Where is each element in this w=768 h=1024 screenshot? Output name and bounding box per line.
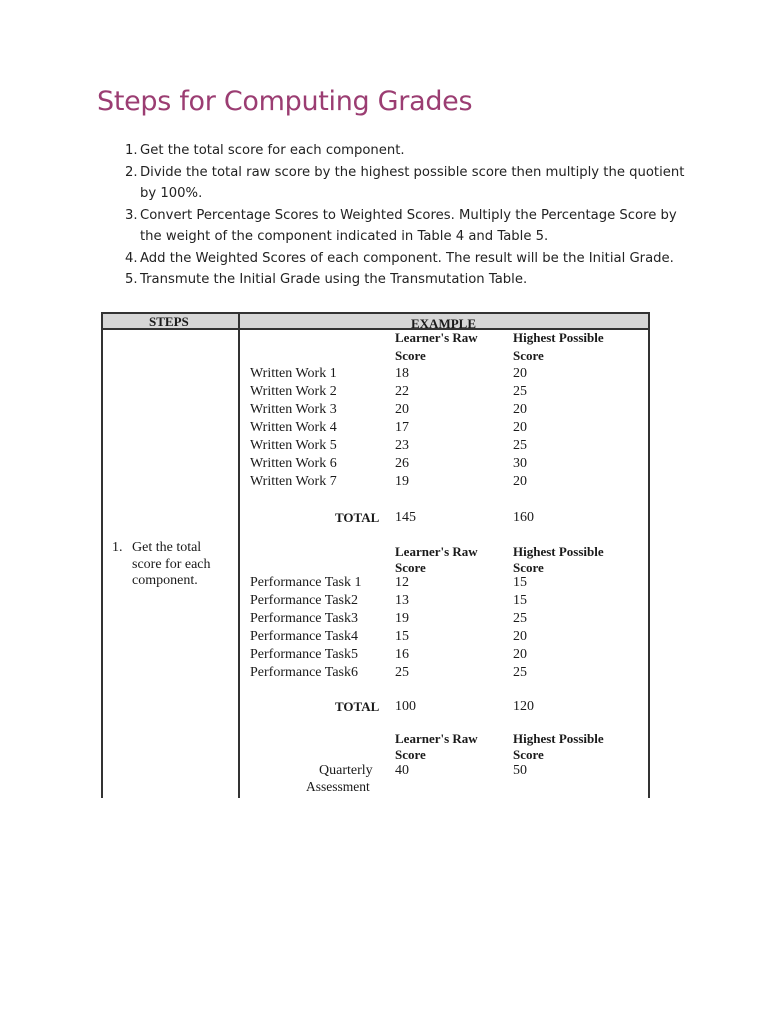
row-hps: 25 xyxy=(513,611,527,626)
example-table xyxy=(101,312,650,798)
row-hps: 25 xyxy=(513,438,527,453)
row-hps: 30 xyxy=(513,456,527,471)
header-example: EXAMPLE xyxy=(411,316,476,331)
step-item xyxy=(125,248,685,270)
total-hps: 160 xyxy=(513,510,534,525)
col-raw-header: Learner's Raw xyxy=(395,544,478,559)
quarterly-label: Quarterly xyxy=(319,763,373,778)
col-hps-header: Score xyxy=(513,348,544,363)
step-1-line: component. xyxy=(132,573,198,588)
col-raw-header: Score xyxy=(395,747,426,762)
step-item xyxy=(125,162,685,205)
step-text: Transmute the Initial Grade using the Transmutation Table. xyxy=(140,272,528,287)
row-raw: 26 xyxy=(395,456,409,471)
row-name: Written Work 1 xyxy=(250,366,337,381)
col-raw-header: Score xyxy=(395,560,426,575)
row-hps: 25 xyxy=(513,384,527,399)
row-hps: 20 xyxy=(513,420,527,435)
header-steps: STEPS xyxy=(149,314,189,329)
row-hps: 20 xyxy=(513,366,527,381)
step-text: Convert Percentage Scores to Weighted Scores. Multiply the Percentage Score by the weight of the component indicated in Table 4 and Table 5. xyxy=(140,207,677,244)
row-name: Performance Task 1 xyxy=(250,575,362,590)
step-text: Get the total score for each component. xyxy=(140,143,405,158)
row-name: Performance Task2 xyxy=(250,593,359,608)
table-header xyxy=(103,314,648,330)
step-text: Add the Weighted Scores of each component. The result will be the Initial Grade. xyxy=(140,250,674,266)
total-raw: 145 xyxy=(395,510,416,525)
step-number: 5. xyxy=(125,272,138,287)
row-name: Performance Task6 xyxy=(250,665,359,680)
step-text: Divide the total raw score by the highest possible score then multiply the quotient by 100%. xyxy=(140,164,685,201)
quarterly-label: Assessment xyxy=(306,779,370,794)
step-number: 3. xyxy=(125,207,138,223)
col-hps-header: Score xyxy=(513,560,544,575)
row-raw: 17 xyxy=(395,420,409,435)
col-raw-header: Score xyxy=(395,348,426,363)
step-1-line: score for each xyxy=(132,556,211,572)
step-1-number: 1. xyxy=(112,540,123,555)
step-item xyxy=(125,205,685,248)
total-label: TOTAL xyxy=(335,699,380,714)
row-raw: 16 xyxy=(395,647,409,662)
row-hps: 15 xyxy=(513,575,527,590)
row-raw: 19 xyxy=(395,474,409,489)
row-hps: 15 xyxy=(513,593,527,608)
page-title: Steps for Computing Grades xyxy=(97,86,473,117)
row-raw: 18 xyxy=(395,366,409,381)
row-hps: 25 xyxy=(513,665,527,680)
row-name: Performance Task3 xyxy=(250,611,359,626)
col-hps-header: Score xyxy=(513,747,544,762)
row-name: Written Work 7 xyxy=(250,474,337,489)
col-hps-header: Highest Possible xyxy=(513,731,604,746)
row-raw: 13 xyxy=(395,593,409,608)
total-raw: 100 xyxy=(395,699,416,714)
quarterly-raw: 40 xyxy=(395,763,409,778)
quarterly-hps: 50 xyxy=(513,763,527,778)
row-name: Written Work 6 xyxy=(250,456,337,471)
row-hps: 20 xyxy=(513,402,527,417)
col-raw-header: Learner's Raw xyxy=(395,330,478,345)
row-hps: 20 xyxy=(513,647,527,662)
row-name: Performance Task4 xyxy=(250,629,359,644)
row-raw: 20 xyxy=(395,402,409,417)
row-raw: 19 xyxy=(395,611,409,626)
steps-list xyxy=(125,140,685,291)
col-hps-header: Highest Possible xyxy=(513,544,604,559)
row-hps: 20 xyxy=(513,629,527,644)
row-name: Written Work 5 xyxy=(250,438,337,453)
step-number: 4. xyxy=(125,250,138,266)
row-raw: 25 xyxy=(395,665,409,680)
step-number: 2. xyxy=(125,164,138,180)
row-name: Performance Task5 xyxy=(250,647,359,662)
row-raw: 22 xyxy=(395,384,409,399)
step-number: 1. xyxy=(125,143,138,158)
total-hps: 120 xyxy=(513,699,534,714)
row-name: Written Work 4 xyxy=(250,420,337,435)
row-name: Written Work 2 xyxy=(250,384,337,399)
total-label: TOTAL xyxy=(335,510,380,525)
row-raw: 23 xyxy=(395,438,409,453)
step-item xyxy=(125,140,685,162)
row-name: Written Work 3 xyxy=(250,402,337,417)
col-hps-header: Highest Possible xyxy=(513,330,604,345)
col-raw-header: Learner's Raw xyxy=(395,731,478,746)
row-raw: 15 xyxy=(395,629,409,644)
row-hps: 20 xyxy=(513,474,527,489)
step-item xyxy=(125,269,685,291)
column-divider xyxy=(238,312,240,798)
row-raw: 12 xyxy=(395,575,409,590)
step-1-line: Get the total xyxy=(132,540,202,555)
